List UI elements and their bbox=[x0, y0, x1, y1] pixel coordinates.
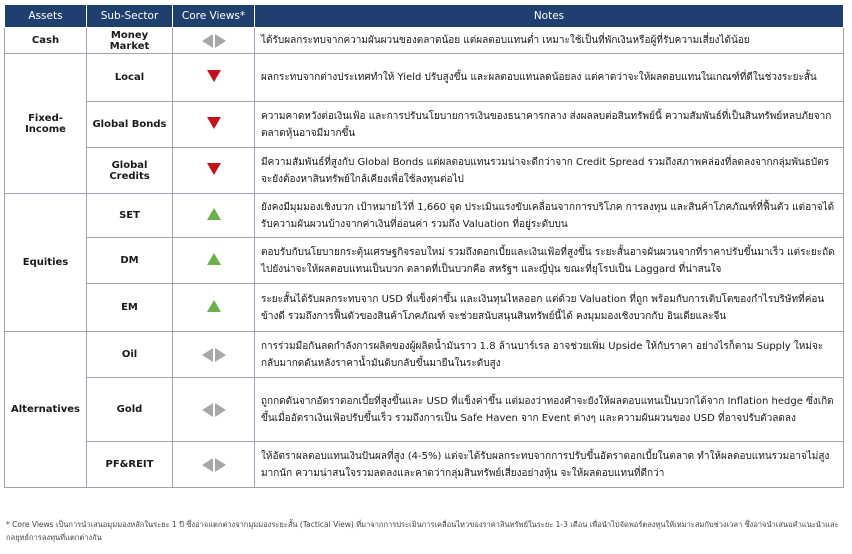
asset-alternatives: Alternatives bbox=[5, 332, 87, 488]
up-triangle-icon bbox=[207, 253, 221, 265]
note: ให้อัตราผลตอบแทนเงินปันผลที่สูง (4-5%) แต่จะได้รับผลกระทบจากการปรับขึ้นอัตราดอกเบี้ยในตลาด ทำให้ผลตอบแทนรวมอาจไม่สูงมากนัก ความน่าสนใจรวมลดลงและคาดว่ากลุ่มสินทรัพย์เสี่ยงอย่างหุ้น จะให้ผลตอบแทนที่ดีกว่า bbox=[255, 442, 844, 488]
asset-cash: Cash bbox=[5, 28, 87, 54]
sub-sector: Oil bbox=[87, 332, 173, 378]
note: ตอบรับกับนโยบายกระตุ้นเศรษฐกิจรอบใหม่ รวมถึงดอกเบี้ยและเงินเฟ้อที่สูงขึ้น ระยะสั้นอาจผันผวนจากที่ราคาปรับขึ้นมาเร็ว แต่ระยะถัดไปยังน่าจะให้ผลตอบแทนเป็นบวก ตลาดที่เป็นบวกคือ สหรัฐฯ และญี่ปุ่น ขณะที่ยุโรปเป็น Laggard ที่น่าสนใจ bbox=[255, 238, 844, 284]
neutral-arrows-icon bbox=[202, 458, 226, 472]
note: ได้รับผลกระทบจากความผันผวนของตลาดน้อย แต่ผลตอบแทนต่ำ เหมาะใช้เป็นที่พักเงินหรือผู้ที่รับความเสี่ยงได้น้อย bbox=[255, 28, 844, 54]
sub-sector: Money Market bbox=[87, 28, 173, 54]
note: ระยะสั้นได้รับผลกระทบจาก USD ที่แข็งค่าขึ้น และเงินทุนไหลออก แต่ด้วย Valuation ที่ถูก พร้อมกับการเติบโตของกำไรบริษัทที่ค่อนข้างดี รวมถึงการฟื้นตัวของสินค้าโภคภัณฑ์ จะช่วยสนับสนุนสินทรัพย์นี้ได้ คงมุมมองเชิงบวกกับ อินเดียและจีน bbox=[255, 284, 844, 332]
table-row bbox=[5, 28, 844, 54]
note: มีความสัมพันธ์ที่สูงกับ Global Bonds แต่ผลตอบแทนรวมน่าจะดีกว่าจาก Credit Spread รวมถึงสภาพคล่องที่ลดลงจากกลุ่มพันธบัตรจะยังต้องหาสินทรัพย์ใกล้เคียงเพื่อใช้ลงทุนต่อไป bbox=[255, 148, 844, 194]
asset-fixed-income: Fixed-Income bbox=[5, 54, 87, 194]
sub-sector: PF&REIT bbox=[87, 442, 173, 488]
header-notes: Notes bbox=[255, 5, 844, 28]
note: ถูกกดดันจากอัตราดอกเบี้ยที่สูงขึ้นและ USD ที่แข็งค่าขึ้น แต่มองว่าทองคำจะยังให้ผลตอบแทนเป็นบวกได้จาก Inflation hedge ซึ่งเกิดขึ้นเมื่ออัตราเงินเฟ้อปรับขึ้นเร็ว รวมถึงการเป็น Safe Haven จาก Event ต่างๆ และความผันผวนของ USD ที่อาจปรับตัวลดลง bbox=[255, 378, 844, 442]
header-assets: Assets bbox=[5, 5, 87, 28]
table-row bbox=[5, 54, 844, 102]
header-core-views: Core Views* bbox=[173, 5, 255, 28]
table-row bbox=[5, 378, 844, 442]
sub-sector: Global Credits bbox=[87, 148, 173, 194]
table-row bbox=[5, 194, 844, 238]
down-triangle-icon bbox=[207, 117, 221, 129]
note: ยังคงมีมุมมองเชิงบวก เป้าหมายไว้ที่ 1,660 จุด ประเมินแรงขับเคลื่อนจากการบริโภค การลงทุน และสินค้าโภคภัณฑ์ที่ฟื้นตัว แต่อาจได้รับความผันผวนบ้างจากค่าเงินที่อ่อนค่า รวมถึง Valuation ที่อยู่ระดับบน bbox=[255, 194, 844, 238]
down-triangle-icon bbox=[207, 163, 221, 175]
neutral-arrows-icon bbox=[202, 348, 226, 362]
table-row bbox=[5, 332, 844, 378]
down-triangle-icon bbox=[207, 70, 221, 82]
sub-sector: Gold bbox=[87, 378, 173, 442]
core-views-table bbox=[4, 4, 844, 488]
sub-sector: DM bbox=[87, 238, 173, 284]
up-triangle-icon bbox=[207, 208, 221, 220]
table-row bbox=[5, 148, 844, 194]
table-row bbox=[5, 238, 844, 284]
note: ผลกระทบจากต่างประเทศทำให้ Yield ปรับสูงขึ้น และผลตอบแทนลดน้อยลง แต่คาดว่าจะให้ผลตอบแทนในเกณฑ์ที่ดีในช่วงระยะสั้น bbox=[255, 54, 844, 102]
neutral-arrows-icon bbox=[202, 34, 226, 48]
header-sub-sector: Sub-Sector bbox=[87, 5, 173, 28]
sub-sector: EM bbox=[87, 284, 173, 332]
sub-sector: SET bbox=[87, 194, 173, 238]
sub-sector: Global Bonds bbox=[87, 102, 173, 148]
header-row bbox=[5, 5, 844, 28]
note: การร่วมมือกันลดกำลังการผลิตของผู้ผลิตน้ำมันราว 1.8 ล้านบาร์เรล อาจช่วยเพิ่ม Upside ให้กับราคา อย่างไรก็ตาม Supply ใหม่จะกลับมากดดันหลังราคาน้ำมันดิบกลับขึ้นมายืนในระดับสูง bbox=[255, 332, 844, 378]
neutral-arrows-icon bbox=[202, 403, 226, 417]
asset-equities: Equities bbox=[5, 194, 87, 332]
note: ความคาดหวังต่อเงินเฟ้อ และการปรับนโยบายการเงินของธนาคารกลาง ส่งผลลบต่อสินทรัพย์นี้ ความสัมพันธ์ที่เป็นสินทรัพย์หลบภัยจากตลาดหุ้นอาจมีมากขึ้น bbox=[255, 102, 844, 148]
up-triangle-icon bbox=[207, 300, 221, 312]
table-row bbox=[5, 284, 844, 332]
footnote: * Core Views เป็นการนำเสนอมุมมองหลักในระยะ 1 ปี ซึ่งอาจแตกต่างจากมุมมองระยะสั้น (Tactical View) ที่มาจากการประเมินการเคลื่อนไหวของราคาสินทรัพย์ในระยะ 1-3 เดือน เพื่อนำไปจัดพอร์ตลงทุนให้เหมาะสมกับช่วงเวลา ซึ่งอาจนำเสนอคำแนะนำและกลยุทธ์การลงทุนที่แตกต่างกัน bbox=[6, 520, 839, 542]
sub-sector: Local bbox=[87, 54, 173, 102]
table-row bbox=[5, 102, 844, 148]
table-row bbox=[5, 442, 844, 488]
